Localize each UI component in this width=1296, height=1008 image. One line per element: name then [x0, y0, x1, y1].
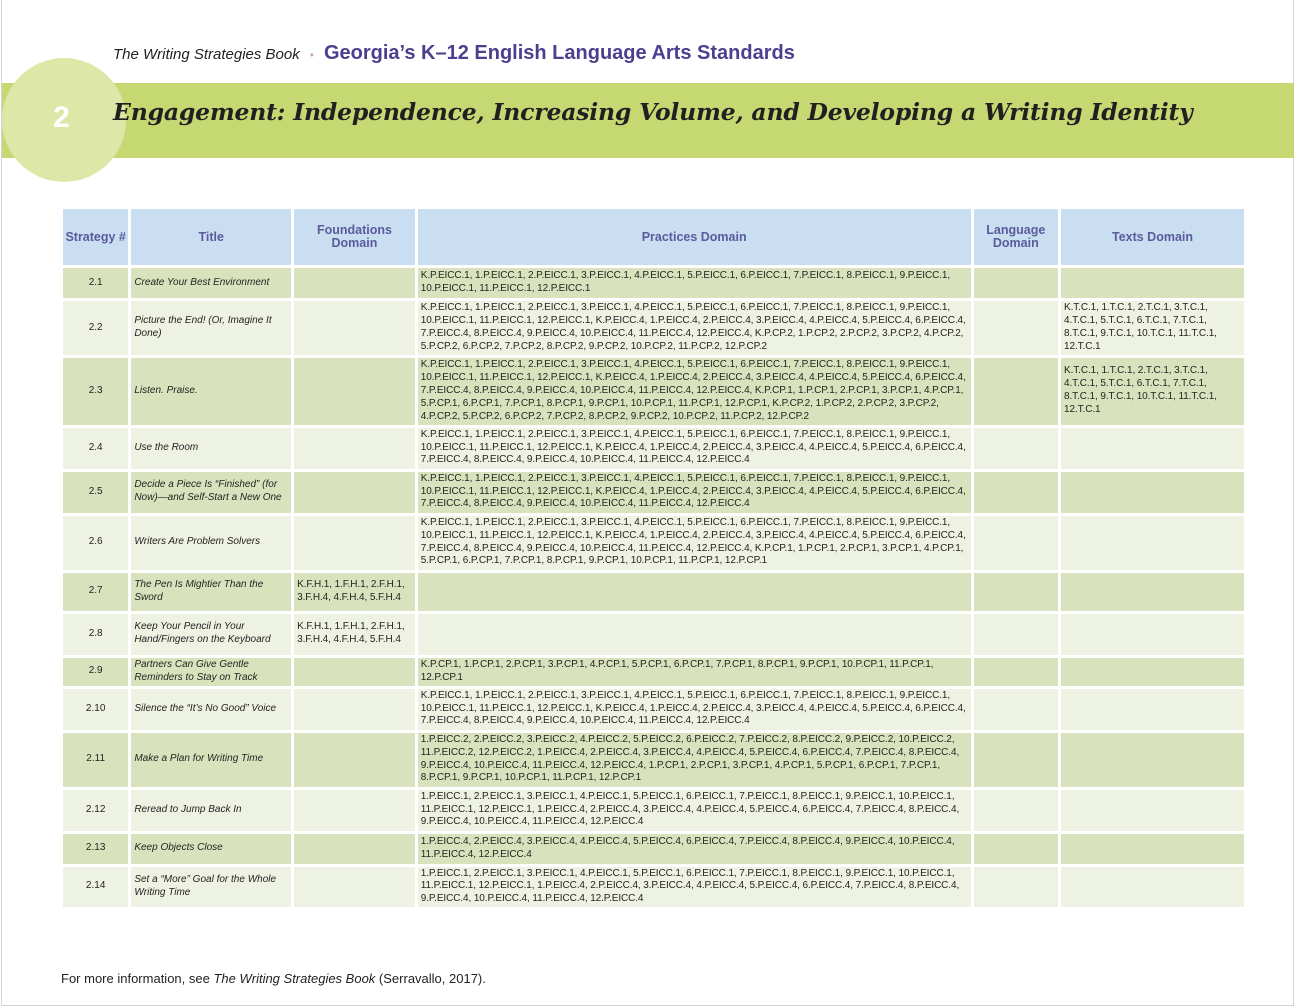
foundations-cell: [294, 358, 415, 425]
footnote-prefix: For more information, see: [61, 971, 214, 986]
strategy-number: 2.1: [63, 268, 128, 298]
texts-cell: [1061, 689, 1244, 730]
strategy-title: Keep Objects Close: [131, 834, 291, 864]
header-texts: Texts Domain: [1061, 209, 1244, 265]
strategy-title: Partners Can Give Gentle Reminders to Stay on Track: [131, 658, 291, 686]
foundations-cell: [294, 834, 415, 864]
texts-cell: [1061, 428, 1244, 469]
texts-cell: [1061, 658, 1244, 686]
footnote-book-title: The Writing Strategies Book: [213, 971, 376, 986]
table-row: [63, 614, 1244, 655]
foundations-cell: [294, 268, 415, 298]
texts-cell: K.T.C.1, 1.T.C.1, 2.T.C.1, 3.T.C.1, 4.T.C.1, 5.T.C.1, 6.T.C.1, 7.T.C.1, 8.T.C.1, 9.T.C.1, 10.T.C.1, 11.T.C.1, 12.T.C.1: [1061, 301, 1244, 355]
strategy-number: 2.14: [63, 867, 128, 908]
language-cell: [974, 834, 1058, 864]
table-row: [63, 358, 1244, 425]
texts-cell: [1061, 733, 1244, 787]
texts-cell: [1061, 614, 1244, 655]
language-cell: [974, 516, 1058, 570]
footnote: [61, 971, 486, 986]
texts-cell: K.T.C.1, 1.T.C.1, 2.T.C.1, 3.T.C.1, 4.T.C.1, 5.T.C.1, 6.T.C.1, 7.T.C.1, 8.T.C.1, 9.T.C.1, 10.T.C.1, 11.T.C.1, 12.T.C.1: [1061, 358, 1244, 425]
language-cell: [974, 428, 1058, 469]
strategy-number: 2.3: [63, 358, 128, 425]
practices-cell: K.P.EICC.1, 1.P.EICC.1, 2.P.EICC.1, 3.P.EICC.1, 4.P.EICC.1, 5.P.EICC.1, 6.P.EICC.1, 7.P.EICC.1, 8.P.EICC.1, 9.P.EICC.1, 10.P.EICC.1, 11.P.EICC.1, 12.P.EICC.1, K.P.EICC.4, 1.P.EICC.4, 2.P.EICC.4, 3.P.EICC.4, 4.P.EICC.4, 5.P.EICC.4, 6.P.EICC.4, 7.P.EICC.4, 8.P.EICC.4, 9.P.EICC.4, 10.P.EICC.4, 11.P.EICC.4, 12.P.EICC.4, K.P.CP.1, 1.P.CP.1, 2.P.CP.1, 3.P.CP.1, 4.P.CP.1, 5.P.CP.1, 6.P.CP.1, 7.P.CP.1, 8.P.CP.1, 9.P.CP.1, 10.P.CP.1, 11.P.CP.1, 12.P.CP.1: [418, 516, 971, 570]
header-title: Title: [131, 209, 291, 265]
language-cell: [974, 867, 1058, 908]
chapter-number: 2: [53, 101, 70, 134]
language-cell: [974, 733, 1058, 787]
practices-cell: K.P.EICC.1, 1.P.EICC.1, 2.P.EICC.1, 3.P.EICC.1, 4.P.EICC.1, 5.P.EICC.1, 6.P.EICC.1, 7.P.EICC.1, 8.P.EICC.1, 9.P.EICC.1, 10.P.EICC.1, 11.P.EICC.1, 12.P.EICC.1, K.P.EICC.4, 1.P.EICC.4, 2.P.EICC.4, 3.P.EICC.4, 4.P.EICC.4, 5.P.EICC.4, 6.P.EICC.4, 7.P.EICC.4, 8.P.EICC.4, 9.P.EICC.4, 10.P.EICC.4, 11.P.EICC.4, 12.P.EICC.4, K.P.CP.1, 1.P.CP.1, 2.P.CP.1, 3.P.CP.1, 4.P.CP.1, 5.P.CP.1, 6.P.CP.1, 7.P.CP.1, 8.P.CP.1, 9.P.CP.1, 10.P.CP.1, 11.P.CP.1, 12.P.CP.1, K.P.CP.2, 1.P.CP.2, 2.P.CP.2, 3.P.CP.2, 4.P.CP.2, 5.P.CP.2, 6.P.CP.2, 7.P.CP.2, 8.P.CP.2, 9.P.CP.2, 10.P.CP.2, 11.P.CP.2, 12.P.CP.2: [418, 358, 971, 425]
table-row: [63, 428, 1244, 469]
separator-dot: •: [309, 48, 314, 62]
table-row: [63, 790, 1244, 831]
language-cell: [974, 268, 1058, 298]
practices-cell: 1.P.EICC.1, 2.P.EICC.1, 3.P.EICC.1, 4.P.EICC.1, 5.P.EICC.1, 6.P.EICC.1, 7.P.EICC.1, 8.P.EICC.1, 9.P.EICC.1, 10.P.EICC.1, 11.P.EICC.1, 12.P.EICC.1, 1.P.EICC.4, 2.P.EICC.4, 3.P.EICC.4, 4.P.EICC.4, 5.P.EICC.4, 6.P.EICC.4, 7.P.EICC.4, 8.P.EICC.4, 9.P.EICC.4, 10.P.EICC.4, 11.P.EICC.4, 12.P.EICC.4: [418, 867, 971, 908]
table-row: [63, 834, 1244, 864]
language-cell: [974, 301, 1058, 355]
practices-cell: 1.P.EICC.2, 2.P.EICC.2, 3.P.EICC.2, 4.P.EICC.2, 5.P.EICC.2, 6.P.EICC.2, 7.P.EICC.2, 8.P.EICC.2, 9.P.EICC.2, 10.P.EICC.2, 11.P.EICC.2, 12.P.EICC.2, 1.P.EICC.4, 2.P.EICC.4, 3.P.EICC.4, 4.P.EICC.4, 5.P.EICC.4, 6.P.EICC.4, 7.P.EICC.4, 8.P.EICC.4, 9.P.EICC.4, 10.P.EICC.4, 11.P.EICC.4, 12.P.EICC.4, 1.P.CP.1, 2.P.CP.1, 3.P.CP.1, 4.P.CP.1, 5.P.CP.1, 6.P.CP.1, 7.P.CP.1, 8.P.CP.1, 9.P.CP.1, 10.P.CP.1, 11.P.CP.1, 12.P.CP.1: [418, 733, 971, 787]
strategy-number: 2.7: [63, 573, 128, 611]
language-cell: [974, 614, 1058, 655]
practices-cell: K.P.EICC.1, 1.P.EICC.1, 2.P.EICC.1, 3.P.EICC.1, 4.P.EICC.1, 5.P.EICC.1, 6.P.EICC.1, 7.P.EICC.1, 8.P.EICC.1, 9.P.EICC.1, 10.P.EICC.1, 11.P.EICC.1, 12.P.EICC.1, K.P.EICC.4, 1.P.EICC.4, 2.P.EICC.4, 3.P.EICC.4, 4.P.EICC.4, 5.P.EICC.4, 6.P.EICC.4, 7.P.EICC.4, 8.P.EICC.4, 9.P.EICC.4, 10.P.EICC.4, 11.P.EICC.4, 12.P.EICC.4: [418, 472, 971, 513]
practices-cell: [418, 614, 971, 655]
practices-cell: 1.P.EICC.1, 2.P.EICC.1, 3.P.EICC.1, 4.P.EICC.1, 5.P.EICC.1, 6.P.EICC.1, 7.P.EICC.1, 8.P.EICC.1, 9.P.EICC.1, 10.P.EICC.1, 11.P.EICC.1, 12.P.EICC.1, 1.P.EICC.4, 2.P.EICC.4, 3.P.EICC.4, 4.P.EICC.4, 5.P.EICC.4, 6.P.EICC.4, 7.P.EICC.4, 8.P.EICC.4, 9.P.EICC.4, 10.P.EICC.4, 11.P.EICC.4, 12.P.EICC.4: [418, 790, 971, 831]
table-row: [63, 516, 1244, 570]
standards-title: Georgia’s K–12 English Language Arts Standards: [323, 42, 795, 64]
practices-cell: K.P.EICC.1, 1.P.EICC.1, 2.P.EICC.1, 3.P.EICC.1, 4.P.EICC.1, 5.P.EICC.1, 6.P.EICC.1, 7.P.EICC.1, 8.P.EICC.1, 9.P.EICC.1, 10.P.EICC.1, 11.P.EICC.1, 12.P.EICC.1, K.P.EICC.4, 1.P.EICC.4, 2.P.EICC.4, 3.P.EICC.4, 4.P.EICC.4, 5.P.EICC.4, 6.P.EICC.4, 7.P.EICC.4, 8.P.EICC.4, 9.P.EICC.4, 10.P.EICC.4, 11.P.EICC.4, 12.P.EICC.4, K.P.CP.2, 1.P.CP.2, 2.P.CP.2, 3.P.CP.2, 4.P.CP.2, 5.P.CP.2, 6.P.CP.2, 7.P.CP.2, 8.P.CP.2, 9.P.CP.2, 10.P.CP.2, 11.P.CP.2, 12.P.CP.2: [418, 301, 971, 355]
language-cell: [974, 472, 1058, 513]
strategy-title: The Pen Is Mightier Than the Sword: [131, 573, 291, 611]
table-row: [63, 733, 1244, 787]
table-row: [63, 301, 1244, 355]
strategy-number: 2.5: [63, 472, 128, 513]
language-cell: [974, 658, 1058, 686]
strategy-number: 2.2: [63, 301, 128, 355]
practices-cell: K.P.EICC.1, 1.P.EICC.1, 2.P.EICC.1, 3.P.EICC.1, 4.P.EICC.1, 5.P.EICC.1, 6.P.EICC.1, 7.P.EICC.1, 8.P.EICC.1, 9.P.EICC.1, 10.P.EICC.1, 11.P.EICC.1, 12.P.EICC.1, K.P.EICC.4, 1.P.EICC.4, 2.P.EICC.4, 3.P.EICC.4, 4.P.EICC.4, 5.P.EICC.4, 6.P.EICC.4, 7.P.EICC.4, 8.P.EICC.4, 9.P.EICC.4, 10.P.EICC.4, 11.P.EICC.4, 12.P.EICC.4: [418, 689, 971, 730]
strategy-title: Create Your Best Environment: [131, 268, 291, 298]
texts-cell: [1061, 268, 1244, 298]
standards-table: [60, 206, 1247, 910]
header-language: Language Domain: [974, 209, 1058, 265]
strategy-number: 2.13: [63, 834, 128, 864]
strategy-number: 2.6: [63, 516, 128, 570]
foundations-cell: [294, 301, 415, 355]
table-row: [63, 268, 1244, 298]
language-cell: [974, 790, 1058, 831]
table-row: [63, 689, 1244, 730]
strategy-number: 2.11: [63, 733, 128, 787]
foundations-cell: [294, 733, 415, 787]
strategy-title: Use the Room: [131, 428, 291, 469]
strategy-title: Decide a Piece Is “Finished” (for Now)—and Self-Start a New One: [131, 472, 291, 513]
header-strategy: Strategy #: [63, 209, 128, 265]
table-row: [63, 472, 1244, 513]
foundations-cell: [294, 472, 415, 513]
practices-cell: 1.P.EICC.4, 2.P.EICC.4, 3.P.EICC.4, 4.P.EICC.4, 5.P.EICC.4, 6.P.EICC.4, 7.P.EICC.4, 8.P.EICC.4, 9.P.EICC.4, 10.P.EICC.4, 11.P.EICC.4, 12.P.EICC.4: [418, 834, 971, 864]
texts-cell: [1061, 472, 1244, 513]
strategy-title: Reread to Jump Back In: [131, 790, 291, 831]
table-row: [63, 573, 1244, 611]
table-row: [63, 867, 1244, 908]
footnote-suffix: (Serravallo, 2017).: [375, 971, 486, 986]
strategy-title: Keep Your Pencil in Your Hand/Fingers on the Keyboard: [131, 614, 291, 655]
chapter-title: Engagement: Independence, Increasing Volume, and Developing a Writing Identity: [113, 98, 1193, 126]
practices-cell: [418, 573, 971, 611]
strategy-number: 2.10: [63, 689, 128, 730]
language-cell: [974, 358, 1058, 425]
header-practices: Practices Domain: [418, 209, 971, 265]
foundations-cell: [294, 428, 415, 469]
practices-cell: K.P.EICC.1, 1.P.EICC.1, 2.P.EICC.1, 3.P.EICC.1, 4.P.EICC.1, 5.P.EICC.1, 6.P.EICC.1, 7.P.EICC.1, 8.P.EICC.1, 9.P.EICC.1, 10.P.EICC.1, 11.P.EICC.1, 12.P.EICC.1, K.P.EICC.4, 1.P.EICC.4, 2.P.EICC.4, 3.P.EICC.4, 4.P.EICC.4, 5.P.EICC.4, 6.P.EICC.4, 7.P.EICC.4, 8.P.EICC.4, 9.P.EICC.4, 10.P.EICC.4, 11.P.EICC.4, 12.P.EICC.4: [418, 428, 971, 469]
foundations-cell: K.F.H.1, 1.F.H.1, 2.F.H.1, 3.F.H.4, 4.F.H.4, 5.F.H.4: [294, 573, 415, 611]
header-foundations: Foundations Domain: [294, 209, 415, 265]
table-header-row: [63, 209, 1244, 265]
strategy-title: Listen. Praise.: [131, 358, 291, 425]
strategy-title: Picture the End! (Or, Imagine It Done): [131, 301, 291, 355]
texts-cell: [1061, 834, 1244, 864]
foundations-cell: [294, 790, 415, 831]
table-row: [63, 658, 1244, 686]
practices-cell: K.P.CP.1, 1.P.CP.1, 2.P.CP.1, 3.P.CP.1, 4.P.CP.1, 5.P.CP.1, 6.P.CP.1, 7.P.CP.1, 8.P.CP.1, 9.P.CP.1, 10.P.CP.1, 11.P.CP.1, 12.P.CP.1: [418, 658, 971, 686]
strategy-number: 2.9: [63, 658, 128, 686]
strategy-title: Make a Plan for Writing Time: [131, 733, 291, 787]
book-title: The Writing Strategies Book: [113, 46, 300, 63]
strategy-number: 2.12: [63, 790, 128, 831]
foundations-cell: K.F.H.1, 1.F.H.1, 2.F.H.1, 3.F.H.4, 4.F.H.4, 5.F.H.4: [294, 614, 415, 655]
foundations-cell: [294, 689, 415, 730]
foundations-cell: [294, 516, 415, 570]
language-cell: [974, 573, 1058, 611]
texts-cell: [1061, 790, 1244, 831]
texts-cell: [1061, 516, 1244, 570]
strategy-number: 2.4: [63, 428, 128, 469]
texts-cell: [1061, 573, 1244, 611]
foundations-cell: [294, 658, 415, 686]
strategy-title: Silence the “It’s No Good” Voice: [131, 689, 291, 730]
running-head: [113, 42, 795, 68]
texts-cell: [1061, 867, 1244, 908]
strategy-title: Set a “More” Goal for the Whole Writing Time: [131, 867, 291, 908]
language-cell: [974, 689, 1058, 730]
practices-cell: K.P.EICC.1, 1.P.EICC.1, 2.P.EICC.1, 3.P.EICC.1, 4.P.EICC.1, 5.P.EICC.1, 6.P.EICC.1, 7.P.EICC.1, 8.P.EICC.1, 9.P.EICC.1, 10.P.EICC.1, 11.P.EICC.1, 12.P.EICC.1: [418, 268, 971, 298]
strategy-number: 2.8: [63, 614, 128, 655]
strategy-title: Writers Are Problem Solvers: [131, 516, 291, 570]
foundations-cell: [294, 867, 415, 908]
